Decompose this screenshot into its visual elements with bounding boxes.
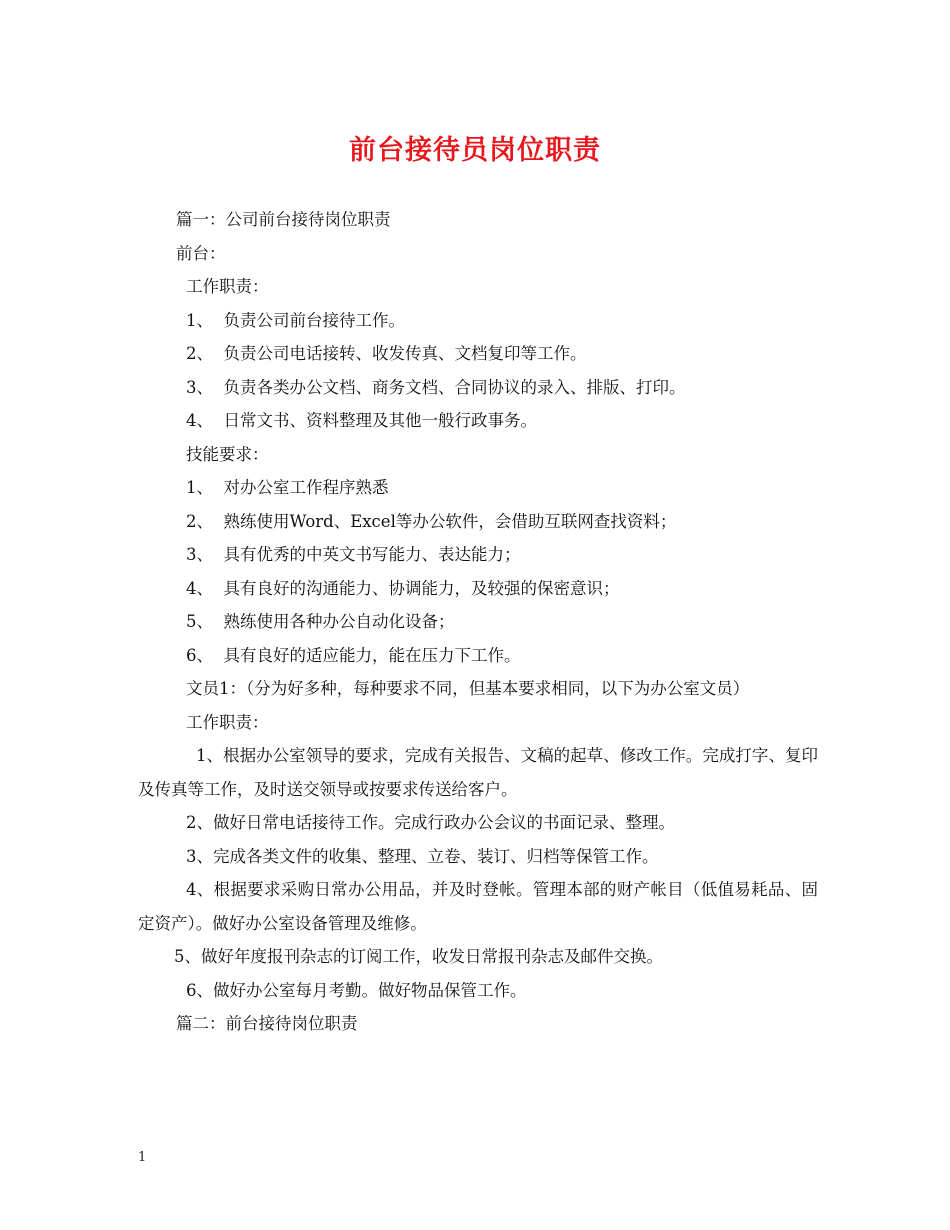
list-item: 3、 具有优秀的中英文书写能力、表达能力； [186,545,521,564]
page-title: 前台接待员岗位职责 [349,135,601,166]
list-item: 5、 熟练使用各种办公自动化设备； [186,612,455,631]
paragraph-duties-heading: 工作职责： [186,277,269,296]
list-item: 2、做好日常电话接待工作。完成行政办公会议的书面记录、整理。 [186,813,675,832]
paragraph-clerk: 文员1：（分为好多种，每种要求不同，但基本要求相同，以下为办公室文员） [186,679,750,698]
document-body [138,203,818,1041]
list-item: 3、完成各类文件的收集、整理、立卷、装订、归档等保管工作。 [186,846,659,866]
list-item: 4、 具有良好的沟通能力、协调能力，及较强的保密意识； [186,578,620,598]
list-item: 4、 日常文书、资料整理及其他一般行政事务。 [186,411,537,430]
paragraph-skills-heading: 技能要求： [186,444,269,464]
list-item: 2、 负责公司电话接转、收发传真、文档复印等工作。 [186,344,587,363]
list-item: 6、 具有良好的适应能力，能在压力下工作。 [186,645,521,665]
list-item: 4、根据要求采购日常办公用品，并及时登帐。管理本部的财产帐目（低值易耗品、固定资产）。做好办公室设备管理及维修。 [138,880,818,933]
section-heading-2: 篇二：前台接待岗位职责 [176,1014,358,1033]
list-item: 1、 负责公司前台接待工作。 [186,310,405,330]
paragraph-reception: 前台： [176,243,226,263]
list-item: 5、做好年度报刊杂志的订阅工作，收发日常报刊杂志及邮件交换。 [174,947,663,966]
list-item: 1、 对办公室工作程序熟悉 [186,478,389,497]
section-heading-1: 篇一：公司前台接待岗位职责 [176,210,391,229]
paragraph-duties-heading-2: 工作职责： [186,712,269,732]
list-item: 3、 负责各类办公文档、商务文档、合同协议的录入、排版、打印。 [186,377,686,397]
list-item: 2、 熟练使用Word、Excel等办公软件，会借助互联网查找资料； [186,511,677,531]
page-number: 1 [138,1150,147,1165]
list-item: 1、根据办公室领导的要求，完成有关报告、文稿的起草、修改工作。完成打字、复印及传真等工作，及时送交领导或按要求传送给客户。 [138,746,818,799]
list-item: 6、做好办公室每月考勤。做好物品保管工作。 [186,980,527,1000]
